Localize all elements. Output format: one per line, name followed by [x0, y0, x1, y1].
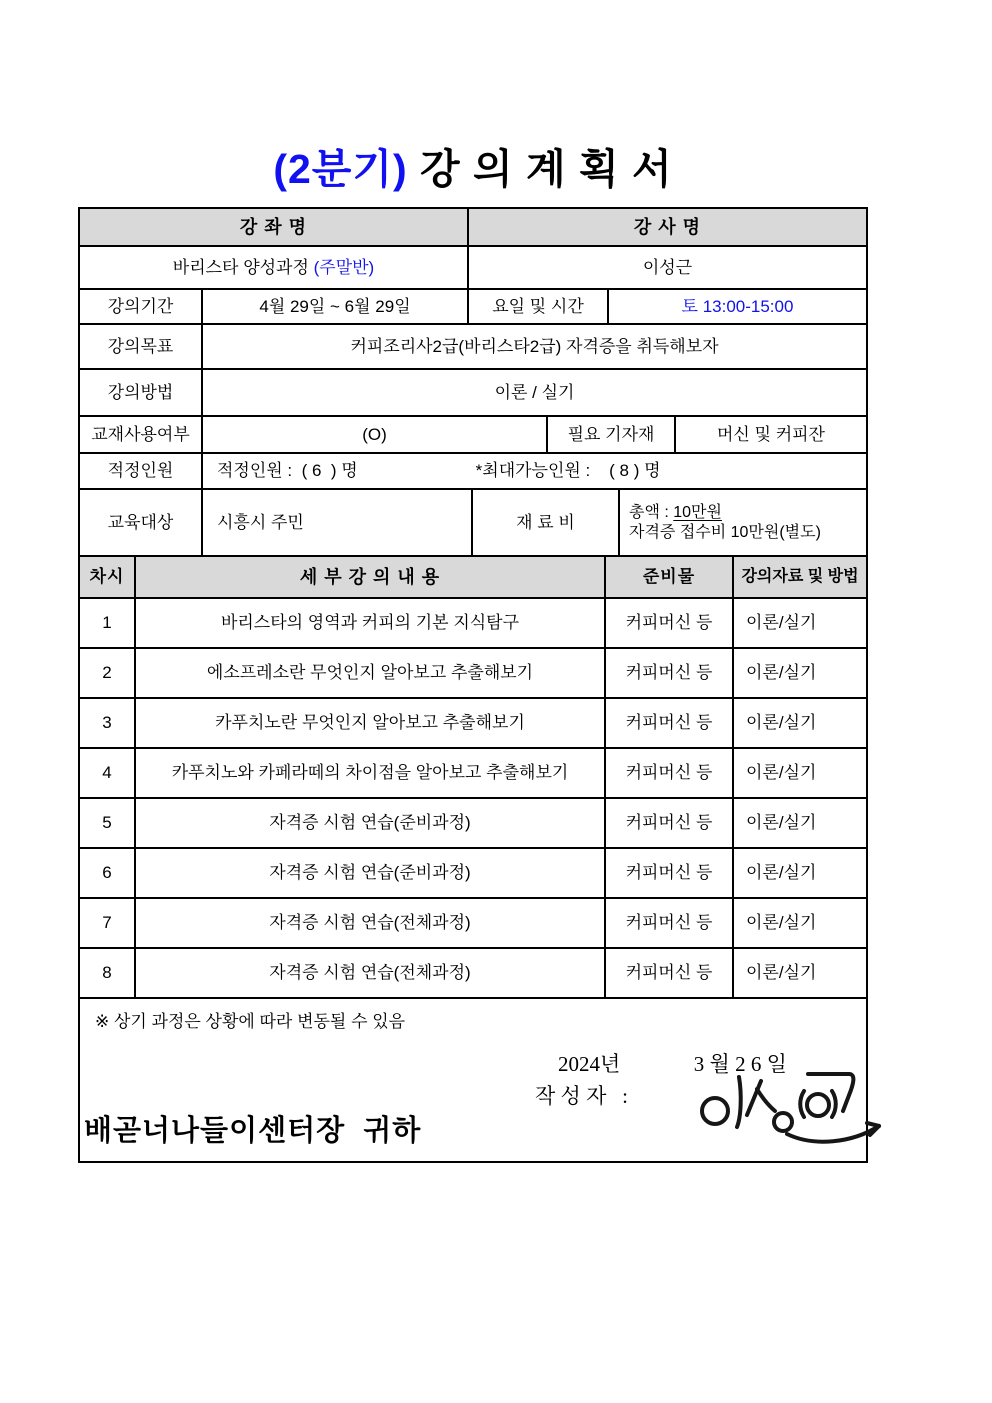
material-fee-cell: [618, 490, 866, 555]
session-materials: 커피머신 등: [604, 949, 732, 997]
period-label: 강의기간: [107, 296, 174, 316]
footer-cell: [80, 999, 866, 1161]
session-materials: 커피머신 등: [604, 799, 732, 847]
course-name-header: 강 좌 명: [80, 209, 467, 245]
session-method: 이론/실기: [732, 849, 866, 897]
course-name-note: (주말반): [313, 257, 375, 277]
row-course-instructor-value: [80, 245, 866, 288]
material-fee-total-amount: 10만원: [673, 503, 722, 521]
session-content: 자격증 시험 연습(준비과정): [134, 849, 604, 897]
schedule-row: [80, 797, 866, 847]
session-number: 4: [102, 763, 112, 783]
session-content: 자격증 시험 연습(전체과정): [134, 949, 604, 997]
footer-note: ※ 상기 과정은 상황에 따라 변동될 수 있음: [95, 1012, 406, 1031]
writer-label: 작 성 자 :: [535, 1084, 628, 1108]
textbook-value: (O): [201, 417, 546, 452]
schedule-row: [80, 897, 866, 947]
schedule-row: [80, 747, 866, 797]
row-course-instructor-header: [80, 209, 866, 245]
schedule-row: [80, 847, 866, 897]
title-quarter: (2분기): [273, 146, 408, 192]
session-method: 이론/실기: [732, 949, 866, 997]
material-fee-total: [629, 503, 722, 523]
capacity-cell: [201, 454, 866, 488]
target-value: 시흥시 주민: [201, 490, 471, 555]
session-method: 이론/실기: [732, 799, 866, 847]
capacity-value: 적정인원 : ( 6 ) 명: [217, 461, 358, 481]
session-method: 이론/실기: [732, 699, 866, 747]
instructor-name: 이성근: [467, 247, 866, 288]
session-content: 바리스타의 영역과 커피의 기본 지식탐구: [134, 599, 604, 647]
row-goal: [80, 323, 866, 368]
footer-date: 2024년 3 월 2 6 일: [558, 1052, 787, 1076]
material-fee-label: 재 료 비: [471, 490, 618, 555]
recipient-line: 배곧너나들이센터장 귀하: [84, 1115, 422, 1147]
handwritten-signature-icon: [692, 1061, 892, 1151]
row-period-time: [80, 288, 866, 323]
session-number: 1: [102, 613, 112, 633]
schedule-header-method: 강의자료 및 방법: [732, 557, 866, 597]
session-number: 5: [102, 813, 112, 833]
session-content: 카푸치노와 카페라떼의 차이점을 알아보고 추출해보기: [134, 749, 604, 797]
period-value: 4월 29일 ~ 6월 29일: [201, 290, 467, 323]
textbook-label: 교재사용여부: [91, 424, 190, 444]
row-target-fee: [80, 488, 866, 555]
session-method: 이론/실기: [732, 749, 866, 797]
footer-row: [80, 997, 866, 1161]
schedule-header-session: 차시: [80, 557, 134, 597]
session-method: 이론/실기: [732, 599, 866, 647]
schedule-header-content: 세 부 강 의 내 용: [134, 557, 604, 597]
session-number: 7: [102, 913, 112, 933]
goal-label: 강의목표: [107, 336, 174, 356]
equipment-label: 필요 기자재: [546, 417, 674, 452]
schedule-header-materials: 준비물: [604, 557, 732, 597]
day-time-value: 토 13:00-15:00: [607, 290, 866, 323]
equipment-value: 머신 및 커피잔: [674, 417, 866, 452]
course-name: 바리스타 양성과정: [172, 257, 314, 277]
session-materials: 커피머신 등: [604, 749, 732, 797]
capacity-label: 적정인원: [107, 461, 174, 481]
session-materials: 커피머신 등: [604, 849, 732, 897]
session-number: 3: [102, 713, 112, 733]
lecture-plan-table: [78, 207, 868, 1163]
day-time-label: 요일 및 시간: [467, 290, 607, 323]
session-number: 2: [102, 663, 112, 683]
session-content: 카푸치노란 무엇인지 알아보고 추출해보기: [134, 699, 604, 747]
session-materials: 커피머신 등: [604, 599, 732, 647]
course-name-cell: [80, 247, 467, 288]
instructor-header: 강 사 명: [467, 209, 866, 245]
session-content: 자격증 시험 연습(준비과정): [134, 799, 604, 847]
max-capacity-value: *최대가능인원 : ( 8 ) 명: [475, 461, 661, 481]
schedule-row: [80, 597, 866, 647]
session-content: 에소프레소란 무엇인지 알아보고 추출해보기: [134, 649, 604, 697]
row-capacity: [80, 452, 866, 488]
row-method: [80, 368, 866, 415]
session-materials: 커피머신 등: [604, 899, 732, 947]
row-textbook-equipment: [80, 415, 866, 452]
goal-value: 커피조리사2급(바리스타2급) 자격증을 취득해보자: [201, 325, 866, 368]
session-method: 이론/실기: [732, 649, 866, 697]
material-fee-note: 자격증 접수비 10만원(별도): [629, 523, 821, 541]
schedule-row: [80, 647, 866, 697]
method-label: 강의방법: [107, 382, 174, 402]
schedule-header-row: [80, 555, 866, 597]
target-label: 교육대상: [107, 512, 174, 532]
material-fee-total-prefix: 총액 :: [629, 503, 674, 521]
session-materials: 커피머신 등: [604, 649, 732, 697]
schedule-row: [80, 697, 866, 747]
page-title: [78, 136, 868, 195]
session-number: 8: [102, 963, 112, 983]
method-value: 이론 / 실기: [201, 370, 866, 415]
session-number: 6: [102, 863, 112, 883]
schedule-row: [80, 947, 866, 997]
title-main: 강 의 계 획 서: [407, 146, 673, 192]
session-materials: 커피머신 등: [604, 699, 732, 747]
session-content: 자격증 시험 연습(전체과정): [134, 899, 604, 947]
session-method: 이론/실기: [732, 899, 866, 947]
